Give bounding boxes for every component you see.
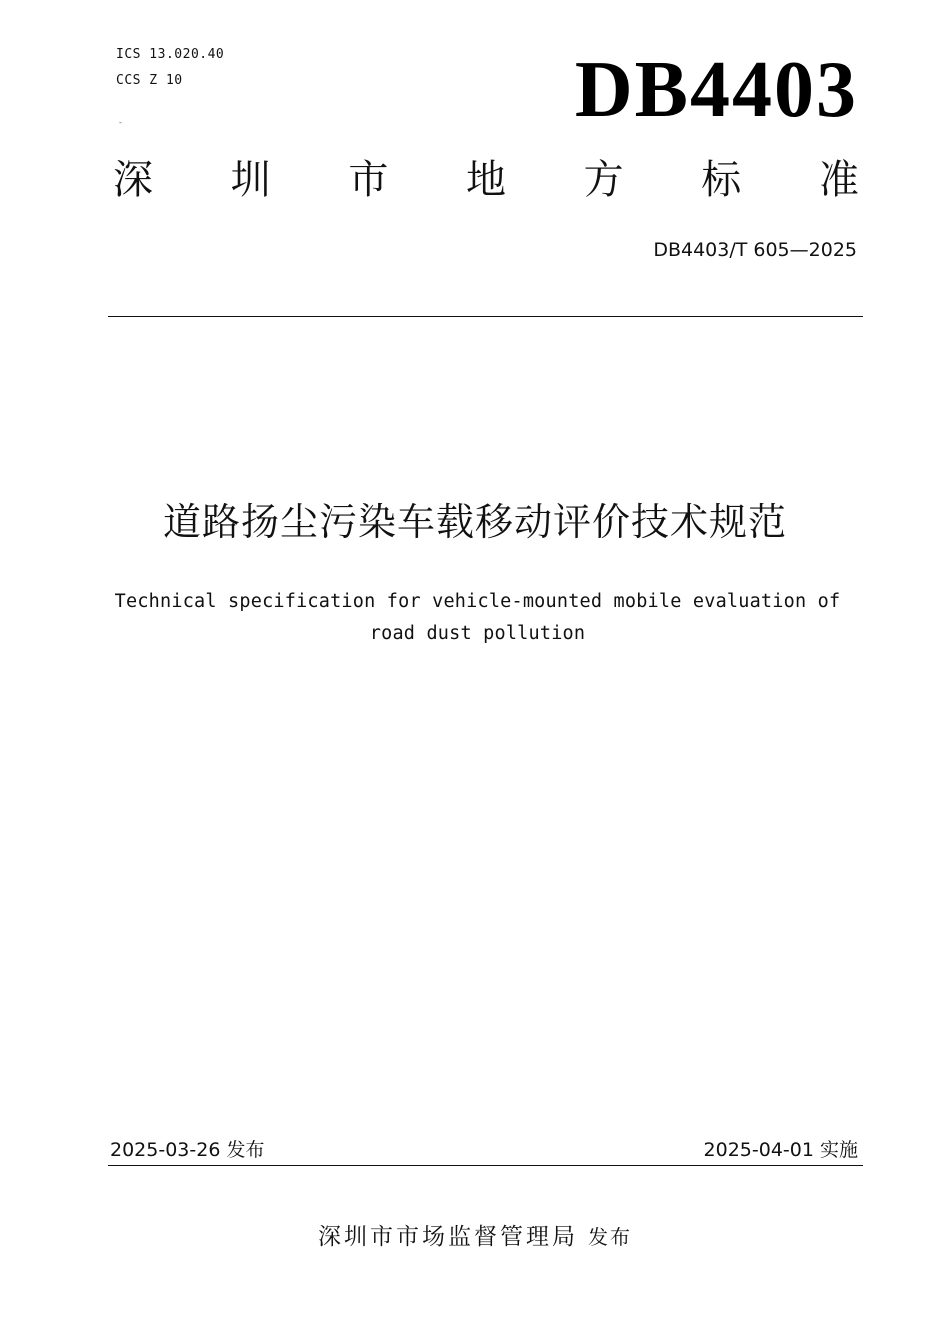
standard-type-char: 深 bbox=[113, 157, 153, 203]
standard-number: DB4403/T 605—2025 bbox=[653, 239, 857, 261]
implementation-date: 2025-04-01 实施 bbox=[703, 1139, 858, 1161]
publisher-line bbox=[0, 1218, 950, 1251]
document-title-zh: 道路扬尘污染车载移动评价技术规范 bbox=[162, 500, 787, 544]
small-mark: - bbox=[118, 118, 123, 127]
top-divider bbox=[108, 316, 863, 317]
ics-code: ICS 13.020.40 bbox=[116, 47, 225, 62]
standard-type-heading bbox=[113, 157, 859, 203]
standard-type-char: 标 bbox=[701, 157, 742, 203]
publisher-name: 深圳市市场监督管理局 bbox=[318, 1224, 578, 1250]
document-title-en: Technical specification for vehicle-mounted mobile evaluation of road dust pollution bbox=[114, 591, 841, 644]
publisher-suffix: 发布 bbox=[588, 1225, 632, 1249]
ccs-code: CCS Z 10 bbox=[116, 73, 183, 88]
issue-date: 2025-03-26 发布 bbox=[110, 1139, 265, 1161]
standard-logo: DB4403 bbox=[574, 46, 858, 134]
standard-type-char: 地 bbox=[465, 157, 506, 203]
standard-type-char: 市 bbox=[348, 157, 389, 203]
standard-type-char: 准 bbox=[818, 157, 859, 203]
standard-type-char: 圳 bbox=[230, 157, 271, 203]
standard-type-char: 方 bbox=[583, 157, 624, 203]
bottom-divider bbox=[108, 1165, 863, 1166]
